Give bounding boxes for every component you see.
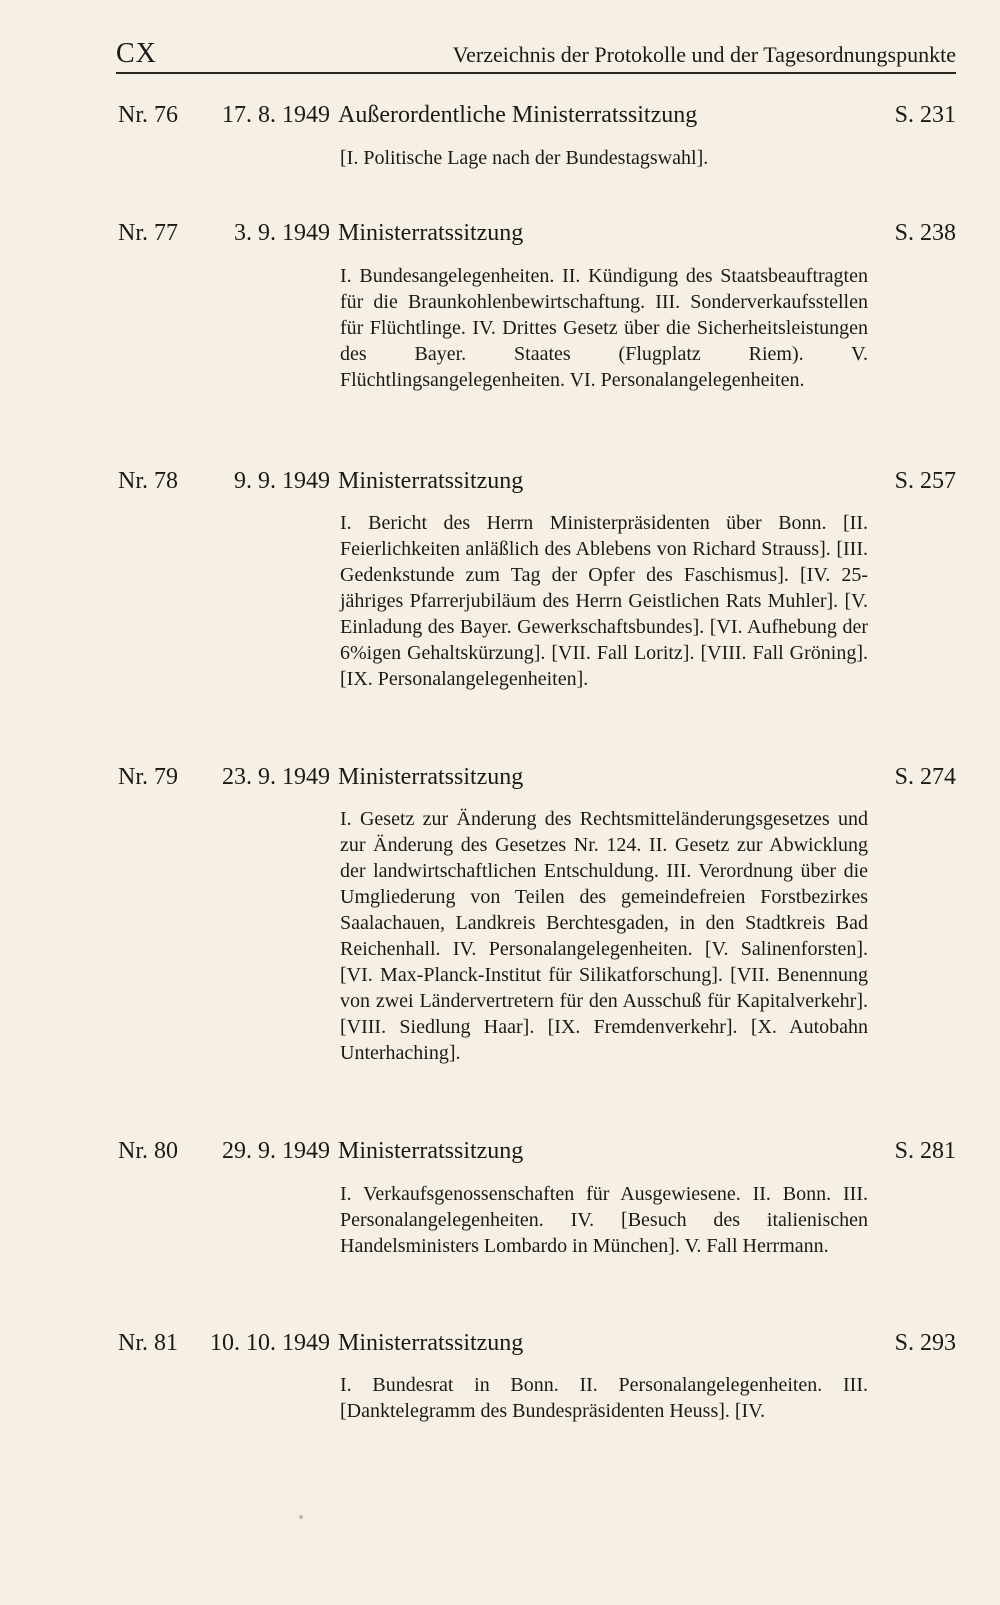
entry-number: Nr. 77 [118, 220, 178, 246]
entry-date: 17. 8. 1949 [222, 102, 330, 128]
entry-date: 29. 9. 1949 [222, 1138, 330, 1164]
entry-page-reference: S. 281 [894, 1138, 956, 1164]
entry-page-reference: S. 257 [894, 468, 956, 494]
entry-title: Ministerratssitzung [338, 468, 524, 494]
entry-agenda: [I. Politische Lage nach der Bundestagswahl]. [340, 147, 709, 169]
entry-date: 23. 9. 1949 [222, 764, 330, 790]
entry-page-reference: S. 274 [894, 764, 956, 790]
ink-speck [299, 1515, 303, 1519]
entry-date: 10. 10. 1949 [210, 1330, 330, 1356]
entry-number: Nr. 78 [118, 468, 178, 494]
page-number: CX [116, 38, 157, 69]
entry-date: 9. 9. 1949 [234, 468, 330, 494]
entry-page-reference: S. 293 [894, 1330, 956, 1356]
entry-title: Ministerratssitzung [338, 1138, 524, 1164]
running-title: Verzeichnis der Protokolle und der Tagesordnungspunkte [452, 42, 956, 67]
page-header [116, 34, 956, 74]
entry-number: Nr. 81 [118, 1330, 178, 1356]
entry-agenda: I. Gesetz zur Änderung des Rechtsmitteländerungsgesetzes und zur Änderung des Gesetzes Nr. 124. II. Gesetz zur Abwicklung der landwirtschaftlichen Entschuldung. III. Verordnung über die Umgliederung von Teilen des gemeindefreien Forstbezirkes Saalachauen, Landkreis Berchtesgaden, in den Stadtkreis Bad Reichenhall. IV. Personalangelegenheiten. [V. Salinenforsten]. [VI. Max-Planck-Institut für Silikatforschung]. [VII. Benennung von zwei Ländervertretern für den Ausschuß für Kapitalverkehr]. [VIII. Siedlung Haar]. [IX. Fremdenverkehr]. [X. Autobahn Unterhaching]. [340, 808, 868, 1064]
entry-agenda: I. Bundesangelegenheiten. II. Kündigung des Staatsbeauftragten für die Braunkohlenbewirtschaftung. III. Sonderverkaufsstellen für Flüchtlinge. IV. Drittes Gesetz über die Sicherheitsleistungen des Bayer. Staates (Flugplatz Riem). V. Flüchtlingsangelegenheiten. VI. Personalangelegenheiten. [340, 265, 868, 391]
entry-title: Ministerratssitzung [338, 764, 524, 790]
entry-date: 3. 9. 1949 [234, 220, 330, 246]
entry-title: Ministerratssitzung [338, 1330, 524, 1356]
entry-agenda: I. Bundesrat in Bonn. II. Personalangelegenheiten. III. [Danktelegramm des Bundespräsidenten Heuss]. [IV. [340, 1374, 868, 1422]
entry-page-reference: S. 231 [894, 102, 956, 128]
entry-title: Ministerratssitzung [338, 220, 524, 246]
entry-number: Nr. 80 [118, 1138, 178, 1164]
entry-title: Außerordentliche Ministerratssitzung [338, 102, 698, 128]
entry-agenda: I. Bericht des Herrn Ministerpräsidenten über Bonn. [II. Feierlichkeiten anläßlich des Ablebens von Richard Strauss]. [III. Gedenkstunde zum Tag der Opfer des Faschismus]. [IV. 25-jähriges Pfarrerjubiläum des Herrn Geistlichen Rats Muhler]. [V. Einladung des Bayer. Gewerkschaftsbundes]. [VI. Aufhebung der 6%igen Gehaltskürzung]. [VII. Fall Loritz]. [VIII. Fall Gröning]. [IX. Personalangelegenheiten]. [340, 512, 868, 690]
entry-page-reference: S. 238 [894, 220, 956, 246]
entry-number: Nr. 76 [118, 102, 178, 128]
entry-number: Nr. 79 [118, 764, 178, 790]
entry-agenda: I. Verkaufsgenossenschaften für Ausgewiesene. II. Bonn. III. Personalangelegenheiten. IV. [Besuch des italienischen Handelsministers Lombardo in München]. V. Fall Herrmann. [340, 1183, 868, 1257]
